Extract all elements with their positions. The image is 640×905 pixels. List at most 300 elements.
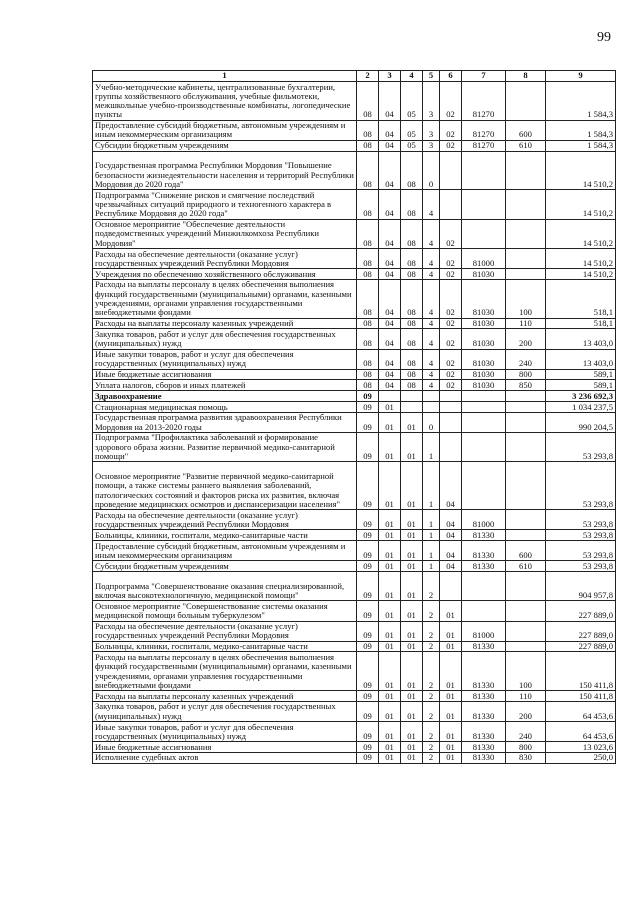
expense-type-code: 610 (506, 140, 546, 151)
measure-code: 01 (440, 691, 462, 702)
direction-code: 81030 (462, 349, 506, 369)
expense-type-code (506, 402, 546, 413)
expense-type-code (506, 249, 546, 269)
amount-cell: 53 293,8 (546, 510, 616, 530)
table-row (93, 369, 616, 380)
program-code: 08 (401, 279, 423, 318)
subsection-code: 01 (379, 541, 401, 561)
section-code: 09 (357, 412, 379, 432)
direction-code (462, 432, 506, 461)
program-code: 01 (401, 621, 423, 641)
expense-type-code: 800 (506, 742, 546, 753)
program-code: 01 (401, 641, 423, 652)
measure-code: 02 (440, 82, 462, 121)
measure-code: 04 (440, 510, 462, 530)
measure-code (440, 572, 462, 601)
expense-type-code (506, 572, 546, 601)
direction-code (462, 391, 506, 402)
row-name: Предоставление субсидий бюджетным, автономным учреждениям и иным некоммерческим организациям (93, 541, 357, 561)
amount-cell: 3 236 692,3 (546, 391, 616, 402)
subsection-code: 01 (379, 432, 401, 461)
table-row (93, 621, 616, 641)
subsection-code: 01 (379, 572, 401, 601)
expense-type-code (506, 219, 546, 248)
expense-type-code: 600 (506, 541, 546, 561)
measure-code: 02 (440, 369, 462, 380)
subsection-code (379, 391, 401, 402)
subsection-code: 04 (379, 269, 401, 280)
direction-code: 81330 (462, 561, 506, 572)
section-code: 09 (357, 530, 379, 541)
table-body (93, 82, 616, 764)
section-code: 08 (357, 269, 379, 280)
table-row (93, 82, 616, 121)
section-code: 09 (357, 641, 379, 652)
table-row (93, 561, 616, 572)
row-name: Закупка товаров, работ и услуг для обеспечения государственных (муниципальных) нужд (93, 701, 357, 721)
subsection-code: 01 (379, 462, 401, 510)
direction-code (462, 402, 506, 413)
direction-code: 81330 (462, 652, 506, 691)
subsection-code: 04 (379, 329, 401, 349)
column-header: 8 (506, 71, 546, 82)
direction-code: 81030 (462, 369, 506, 380)
direction-code: 81330 (462, 722, 506, 742)
row-name: Основное мероприятие "Обеспечение деятельности подведомственных учреждений Минжилкомхоза Республики Мордовия" (93, 219, 357, 248)
section-code: 08 (357, 349, 379, 369)
direction-code: 81270 (462, 82, 506, 121)
table-row (93, 641, 616, 652)
subsection-code: 01 (379, 402, 401, 413)
column-header: 9 (546, 71, 616, 82)
subprogram-code: 4 (423, 190, 440, 219)
subsection-code: 04 (379, 380, 401, 391)
table-row (93, 318, 616, 329)
subprogram-code: 1 (423, 561, 440, 572)
direction-code: 81330 (462, 691, 506, 702)
measure-code: 02 (440, 219, 462, 248)
program-code: 08 (401, 190, 423, 219)
amount-cell: 53 293,8 (546, 530, 616, 541)
section-code: 09 (357, 402, 379, 413)
row-name: Исполнение судебных актов (93, 752, 357, 763)
measure-code: 02 (440, 140, 462, 151)
program-code: 01 (401, 530, 423, 541)
expense-type-code (506, 432, 546, 461)
expense-type-code (506, 462, 546, 510)
table-row (93, 601, 616, 621)
row-name: Расходы на выплаты персоналу в целях обеспечения выполнения функций государственными (муниципальными) органами, казенными учреждениями, органами управления государственными внебюджетными фондами (93, 652, 357, 691)
measure-code (440, 402, 462, 413)
program-code: 08 (401, 151, 423, 190)
row-name: Государственная программа Республики Мордовия "Повышение безопасности жизнедеятельности населения и территорий Республики Мордовия до 2020 года" (93, 151, 357, 190)
row-name: Расходы на обеспечение деятельности (оказание услуг) государственных учреждений Республики Мордовия (93, 249, 357, 269)
amount-cell: 227 889,0 (546, 601, 616, 621)
section-code: 09 (357, 691, 379, 702)
program-code: 08 (401, 318, 423, 329)
row-name: Иные бюджетные ассигнования (93, 742, 357, 753)
program-code: 08 (401, 380, 423, 391)
amount-cell: 64 453,6 (546, 722, 616, 742)
section-code: 08 (357, 380, 379, 391)
expense-type-code: 850 (506, 380, 546, 391)
row-name: Субсидии бюджетным учреждениям (93, 140, 357, 151)
direction-code: 81030 (462, 318, 506, 329)
expense-type-code: 600 (506, 120, 546, 140)
table-row (93, 462, 616, 510)
subprogram-code: 2 (423, 641, 440, 652)
subsection-code: 04 (379, 219, 401, 248)
subsection-code: 04 (379, 249, 401, 269)
row-name: Субсидии бюджетным учреждениям (93, 561, 357, 572)
measure-code: 02 (440, 120, 462, 140)
section-code: 09 (357, 510, 379, 530)
subsection-code: 01 (379, 412, 401, 432)
section-code: 09 (357, 432, 379, 461)
subprogram-code: 3 (423, 120, 440, 140)
direction-code: 81330 (462, 701, 506, 721)
program-code: 08 (401, 369, 423, 380)
column-header: 7 (462, 71, 506, 82)
amount-cell: 589,1 (546, 369, 616, 380)
column-header: 3 (379, 71, 401, 82)
subprogram-code: 2 (423, 742, 440, 753)
measure-code: 01 (440, 701, 462, 721)
expense-type-code (506, 641, 546, 652)
table-row (93, 349, 616, 369)
subsection-code: 04 (379, 82, 401, 121)
program-code: 01 (401, 722, 423, 742)
subsection-code: 01 (379, 601, 401, 621)
amount-cell: 53 293,8 (546, 541, 616, 561)
table-row (93, 402, 616, 413)
direction-code: 81000 (462, 621, 506, 641)
section-code: 09 (357, 572, 379, 601)
expense-type-code (506, 530, 546, 541)
program-code: 01 (401, 752, 423, 763)
column-header: 4 (401, 71, 423, 82)
amount-cell: 1 584,3 (546, 120, 616, 140)
program-code: 01 (401, 691, 423, 702)
row-name: Расходы на выплаты персоналу казенных учреждений (93, 691, 357, 702)
expense-type-code: 110 (506, 318, 546, 329)
subsection-code: 04 (379, 349, 401, 369)
table-row (93, 249, 616, 269)
expense-type-code: 100 (506, 279, 546, 318)
row-name: Здравоохранение (93, 391, 357, 402)
row-name: Расходы на обеспечение деятельности (оказание услуг) государственных учреждений Республики Мордовия (93, 621, 357, 641)
program-code: 01 (401, 742, 423, 753)
row-name: Иные закупки товаров, работ и услуг для обеспечения государственных (муниципальных) нужд (93, 722, 357, 742)
direction-code (462, 462, 506, 510)
table-row (93, 722, 616, 742)
subsection-code: 01 (379, 561, 401, 572)
measure-code (440, 190, 462, 219)
section-code: 08 (357, 82, 379, 121)
column-header: 5 (423, 71, 440, 82)
amount-cell: 13 023,6 (546, 742, 616, 753)
subprogram-code: 2 (423, 701, 440, 721)
program-code: 01 (401, 412, 423, 432)
program-code: 01 (401, 601, 423, 621)
program-code: 08 (401, 349, 423, 369)
measure-code: 02 (440, 249, 462, 269)
direction-code (462, 601, 506, 621)
table-row (93, 190, 616, 219)
row-name: Основное мероприятие "Совершенствование системы оказания медицинской помощи больным туберкулезом" (93, 601, 357, 621)
subprogram-code: 4 (423, 329, 440, 349)
subsection-code: 01 (379, 621, 401, 641)
budget-table (92, 70, 616, 764)
table-row (93, 510, 616, 530)
program-code: 05 (401, 120, 423, 140)
program-code: 01 (401, 510, 423, 530)
subprogram-code: 4 (423, 219, 440, 248)
measure-code: 04 (440, 541, 462, 561)
row-name: Учебно-методические кабинеты, централизованные бухгалтерии, группы хозяйственного обслуживания, учебные фильмотеки, межшкольные учебно-производственные комбинаты, логопедические пункты (93, 82, 357, 121)
expense-type-code (506, 412, 546, 432)
table-row (93, 269, 616, 280)
section-code: 08 (357, 151, 379, 190)
subsection-code: 01 (379, 691, 401, 702)
section-code: 08 (357, 249, 379, 269)
section-code: 08 (357, 190, 379, 219)
section-code: 08 (357, 279, 379, 318)
table-row (93, 140, 616, 151)
measure-code (440, 391, 462, 402)
amount-cell: 518,1 (546, 318, 616, 329)
subprogram-code: 1 (423, 530, 440, 541)
measure-code: 02 (440, 329, 462, 349)
direction-code (462, 412, 506, 432)
row-name: Подпрограмма "Совершенствование оказания специализированной, включая высокотехнологичную, медицинской помощи" (93, 572, 357, 601)
program-code: 05 (401, 82, 423, 121)
amount-cell: 150 411,8 (546, 691, 616, 702)
row-name: Закупка товаров, работ и услуг для обеспечения государственных (муниципальных) нужд (93, 329, 357, 349)
measure-code: 01 (440, 742, 462, 753)
table-row (93, 151, 616, 190)
program-code: 05 (401, 140, 423, 151)
amount-cell: 150 411,8 (546, 652, 616, 691)
amount-cell: 14 510,2 (546, 190, 616, 219)
measure-code: 02 (440, 269, 462, 280)
subprogram-code: 1 (423, 462, 440, 510)
direction-code: 81030 (462, 329, 506, 349)
subprogram-code: 1 (423, 510, 440, 530)
expense-type-code (506, 151, 546, 190)
subprogram-code: 4 (423, 349, 440, 369)
row-name: Учреждения по обеспечению хозяйственного обслуживания (93, 269, 357, 280)
subprogram-code: 0 (423, 412, 440, 432)
expense-type-code: 240 (506, 722, 546, 742)
amount-cell: 1 584,3 (546, 140, 616, 151)
amount-cell: 53 293,8 (546, 462, 616, 510)
subsection-code: 04 (379, 140, 401, 151)
row-name: Иные закупки товаров, работ и услуг для обеспечения государственных (муниципальных) нужд (93, 349, 357, 369)
table-row (93, 541, 616, 561)
measure-code: 02 (440, 318, 462, 329)
subsection-code: 04 (379, 318, 401, 329)
section-code: 08 (357, 318, 379, 329)
direction-code: 81270 (462, 140, 506, 151)
amount-cell: 227 889,0 (546, 641, 616, 652)
subprogram-code (423, 402, 440, 413)
table-row (93, 572, 616, 601)
row-name: Основное мероприятие "Развитие первичной медико-санитарной помощи, а также системы раннего выявления заболеваний, патологических состояний и факторов риска их развития, включая проведение медицинских осмотров и диспансеризации населения" (93, 462, 357, 510)
section-code: 09 (357, 391, 379, 402)
measure-code: 01 (440, 601, 462, 621)
column-header: 6 (440, 71, 462, 82)
expense-type-code: 830 (506, 752, 546, 763)
column-header: 1 (93, 71, 357, 82)
subprogram-code: 4 (423, 369, 440, 380)
subprogram-code: 2 (423, 722, 440, 742)
column-header: 2 (357, 71, 379, 82)
expense-type-code: 240 (506, 349, 546, 369)
amount-cell: 1 584,3 (546, 82, 616, 121)
amount-cell: 13 403,0 (546, 349, 616, 369)
page-number: 99 (597, 30, 611, 45)
subsection-code: 01 (379, 722, 401, 742)
subprogram-code: 2 (423, 752, 440, 763)
row-name: Расходы на выплаты персоналу в целях обеспечения выполнения функций государственными (муниципальными) органами, казенными учреждениями, органами управления государственными внебюджетными фондами (93, 279, 357, 318)
program-code: 08 (401, 269, 423, 280)
section-code: 08 (357, 219, 379, 248)
program-code: 01 (401, 561, 423, 572)
section-code: 09 (357, 621, 379, 641)
row-name: Стационарная медицинская помощь (93, 402, 357, 413)
expense-type-code: 200 (506, 329, 546, 349)
table-row (93, 412, 616, 432)
section-code: 09 (357, 541, 379, 561)
table-row (93, 432, 616, 461)
table-row (93, 380, 616, 391)
program-code: 08 (401, 249, 423, 269)
expense-type-code (506, 269, 546, 280)
direction-code (462, 219, 506, 248)
direction-code: 81030 (462, 380, 506, 391)
measure-code: 01 (440, 641, 462, 652)
table-row (93, 279, 616, 318)
subprogram-code: 2 (423, 601, 440, 621)
direction-code: 81000 (462, 510, 506, 530)
amount-cell: 14 510,2 (546, 249, 616, 269)
row-name: Предоставление субсидий бюджетным, автономным учреждениям и иным некоммерческим организациям (93, 120, 357, 140)
measure-code: 02 (440, 279, 462, 318)
amount-cell: 64 453,6 (546, 701, 616, 721)
program-code: 01 (401, 432, 423, 461)
subsection-code: 01 (379, 641, 401, 652)
program-code: 01 (401, 541, 423, 561)
amount-cell: 13 403,0 (546, 329, 616, 349)
direction-code: 81030 (462, 269, 506, 280)
expense-type-code (506, 601, 546, 621)
amount-cell: 990 204,5 (546, 412, 616, 432)
table-row (93, 329, 616, 349)
measure-code: 01 (440, 722, 462, 742)
measure-code: 04 (440, 561, 462, 572)
amount-cell: 589,1 (546, 380, 616, 391)
row-name: Уплата налогов, сборов и иных платежей (93, 380, 357, 391)
direction-code: 81270 (462, 120, 506, 140)
subprogram-code: 2 (423, 652, 440, 691)
subsection-code: 01 (379, 530, 401, 541)
direction-code (462, 572, 506, 601)
table-row (93, 120, 616, 140)
direction-code: 81330 (462, 742, 506, 753)
subsection-code: 04 (379, 190, 401, 219)
section-code: 08 (357, 329, 379, 349)
measure-code: 01 (440, 752, 462, 763)
amount-cell: 53 293,8 (546, 432, 616, 461)
program-code: 01 (401, 652, 423, 691)
amount-cell: 518,1 (546, 279, 616, 318)
subprogram-code: 2 (423, 621, 440, 641)
measure-code: 02 (440, 380, 462, 391)
subsection-code: 01 (379, 752, 401, 763)
expense-type-code (506, 190, 546, 219)
section-code: 09 (357, 561, 379, 572)
subprogram-code: 0 (423, 151, 440, 190)
subprogram-code: 4 (423, 249, 440, 269)
amount-cell: 227 889,0 (546, 621, 616, 641)
measure-code (440, 151, 462, 190)
header-row (93, 71, 616, 82)
measure-code: 04 (440, 530, 462, 541)
table-row (93, 652, 616, 691)
subprogram-code: 2 (423, 691, 440, 702)
table-row (93, 701, 616, 721)
direction-code: 81330 (462, 752, 506, 763)
direction-code (462, 190, 506, 219)
subprogram-code: 4 (423, 279, 440, 318)
program-code: 08 (401, 329, 423, 349)
direction-code (462, 151, 506, 190)
program-code (401, 402, 423, 413)
direction-code: 81030 (462, 279, 506, 318)
expense-type-code: 800 (506, 369, 546, 380)
subprogram-code: 2 (423, 572, 440, 601)
program-code: 01 (401, 462, 423, 510)
subprogram-code: 4 (423, 318, 440, 329)
section-code: 09 (357, 722, 379, 742)
program-code: 01 (401, 701, 423, 721)
section-code: 08 (357, 140, 379, 151)
table-row (93, 219, 616, 248)
subprogram-code: 1 (423, 432, 440, 461)
subsection-code: 01 (379, 510, 401, 530)
expense-type-code: 100 (506, 652, 546, 691)
section-code: 09 (357, 601, 379, 621)
measure-code (440, 432, 462, 461)
expense-type-code (506, 621, 546, 641)
amount-cell: 14 510,2 (546, 151, 616, 190)
direction-code: 81000 (462, 249, 506, 269)
measure-code: 01 (440, 652, 462, 691)
measure-code: 04 (440, 462, 462, 510)
subprogram-code: 3 (423, 140, 440, 151)
table-row (93, 752, 616, 763)
subprogram-code: 4 (423, 269, 440, 280)
direction-code: 81330 (462, 530, 506, 541)
table-row (93, 742, 616, 753)
table-row (93, 391, 616, 402)
program-code: 08 (401, 219, 423, 248)
row-name: Подпрограмма "Профилактика заболеваний и формирование здорового образа жизни. Развитие первичной медико-санитарной помощи" (93, 432, 357, 461)
expense-type-code (506, 510, 546, 530)
amount-cell: 53 293,8 (546, 561, 616, 572)
amount-cell: 14 510,2 (546, 269, 616, 280)
